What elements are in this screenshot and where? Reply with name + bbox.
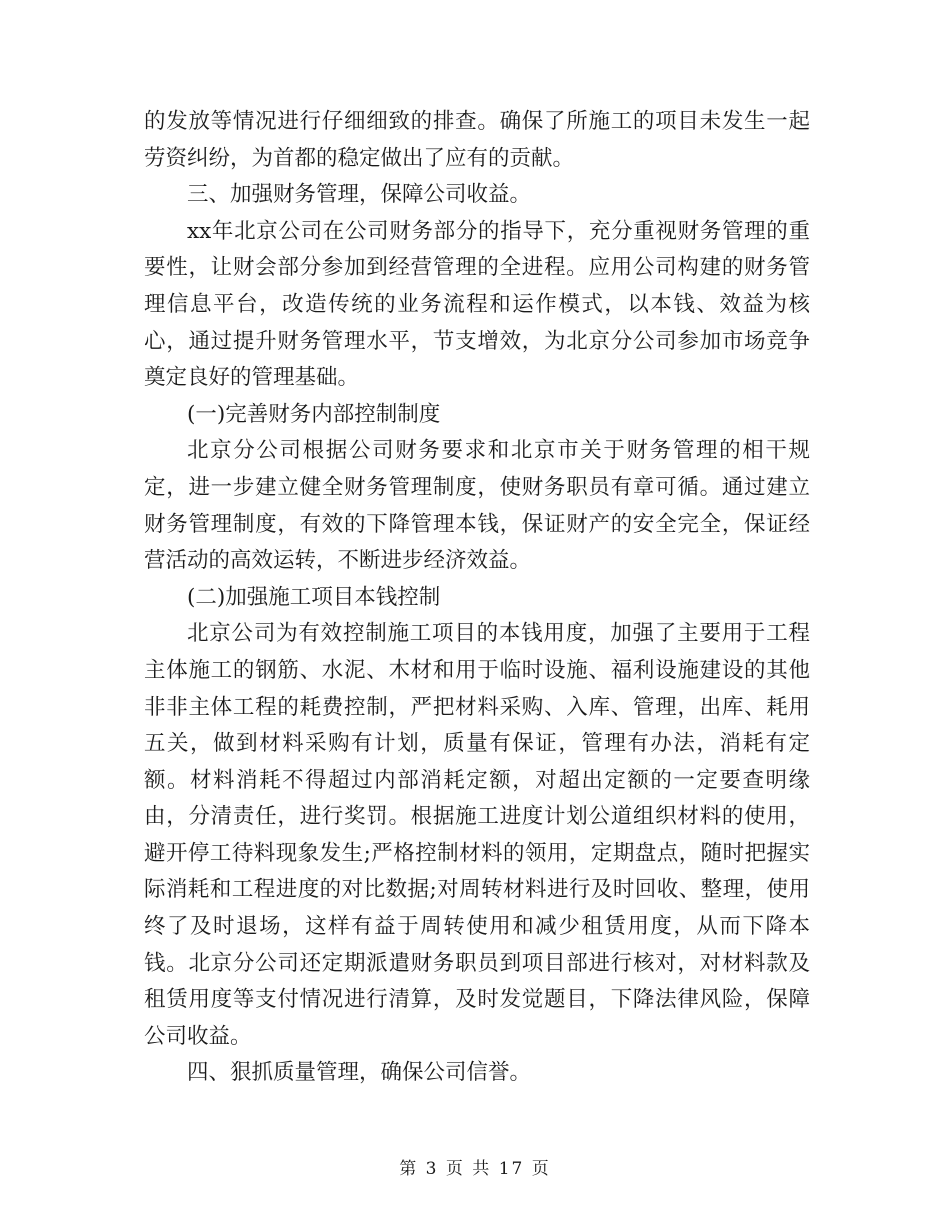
paragraph-continuation: 的发放等情况进行仔细细致的排查。确保了所施工的项目未发生一起劳资纠纷，为首都的稳定做出了应有的贡献。 [144,109,810,171]
document-body [144,104,810,1092]
paragraph-finance-overview: xx年北京公司在公司财务部分的指导下，充分重视财务管理的重要性，让财会部分参加到经营管理的全进程。应用公司构建的财务管理信息平台，改造传统的业务流程和运作模式，以本钱、效益为核心，通过提升财务管理水平，节支增效，为北京分公司参加市场竞争奠定良好的管理基础。 [144,218,810,391]
paragraph-cost-control: 北京公司为有效控制施工项目的本钱用度，加强了主要用于工程主体施工的钢筋、水泥、木材和用于临时设施、福利设施建设的其他非非主体工程的耗费控制，严把材料采购、入库、管理，出库、耗用五关，做到材料采购有计划，质量有保证，管理有办法，消耗有定额。材料消耗不得超过内部消耗定额，对超出定额的一定要查明缘由，分清责任，进行奖罚。根据施工进度计划公道组织材料的使用，避开停工待料现象发生;严格控制材料的领用，定期盘点，随时把握实际消耗和工程进度的对比数据;对周转材料进行及时回收、整理，使用终了及时退场，这样有益于周转使用和减少租赁用度，从而下降本钱。北京分公司还定期派遣财务职员到项目部进行核对，对材料款及租赁用度等支付情况进行清算，及时发觉题目，下降法律风险，保障公司收益。 [144,621,810,1049]
subheading-cost-control: (二)加强施工项目本钱控制 [187,584,441,610]
section-heading-three: 三、加强财务管理，保障公司收益。 [187,182,532,208]
paragraph-internal-control: 北京分公司根据公司财务要求和北京市关于财务管理的相干规定，进一步建立健全财务管理制度，使财务职员有章可循。通过建立财务管理制度，有效的下降管理本钱，保证财产的安全完全，保证经营活动的高效运转，不断进步经济效益。 [144,438,810,574]
page-footer: 第 3 页 共 17 页 [399,1159,551,1179]
subheading-internal-control: (一)完善财务内部控制制度 [187,401,441,427]
section-heading-four: 四、狠抓质量管理，确保公司信誉。 [187,1060,532,1086]
